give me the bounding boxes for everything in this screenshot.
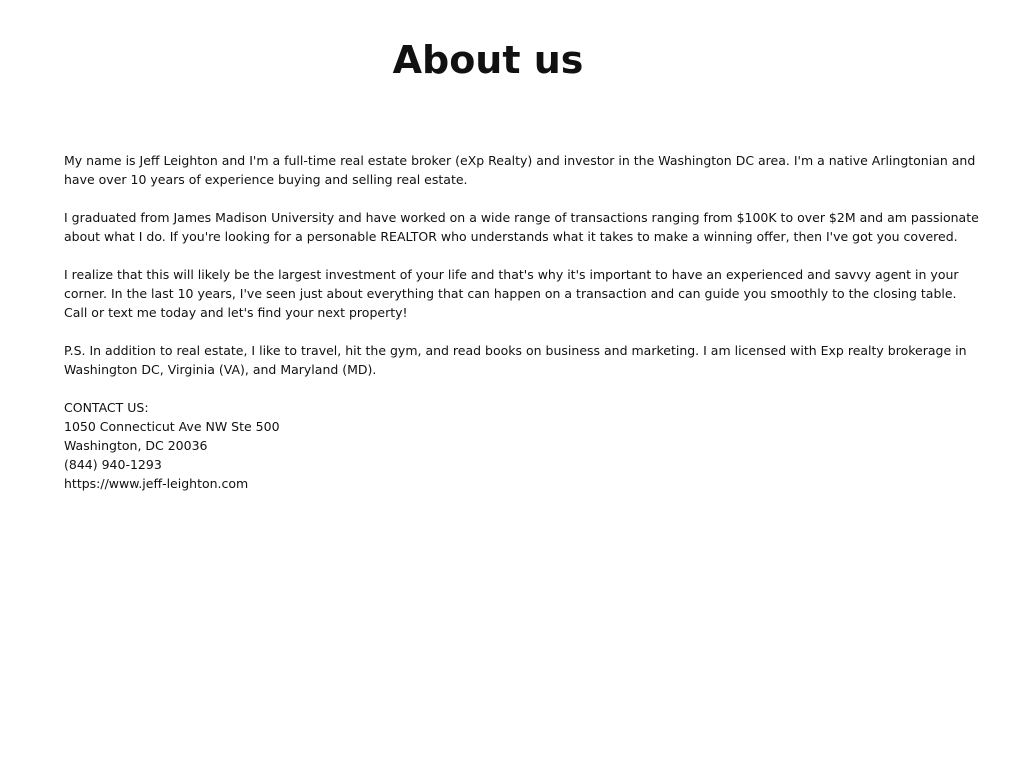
about-content xyxy=(64,151,989,493)
paragraph-line: corner. In the last 10 years, I've seen just about everything that can happen on a transaction and can guide you smoothly to the closing table. xyxy=(64,286,957,301)
paragraph-line: have over 10 years of experience buying and selling real estate. xyxy=(64,172,468,187)
paragraph-line: P.S. In addition to real estate, I like to travel, hit the gym, and read books on business and marketing. I am licensed with Exp realty brokerage in xyxy=(64,343,967,358)
intro-paragraph xyxy=(64,151,989,189)
paragraph-line: Washington DC, Virginia (VA), and Maryland (MD). xyxy=(64,362,377,377)
contact-address-line2: Washington, DC 20036 xyxy=(64,438,208,453)
contact-block xyxy=(64,398,989,493)
paragraph-line: My name is Jeff Leighton and I'm a full-time real estate broker (eXp Realty) and investor in the Washington DC area. I'm a native Arlingtonian and xyxy=(64,153,976,168)
contact-heading: CONTACT US: xyxy=(64,400,149,415)
paragraph-line: about what I do. If you're looking for a personable REALTOR who understands what it takes to make a winning offer, then I've got you covered. xyxy=(64,229,958,244)
paragraph-line: I graduated from James Madison University and have worked on a wide range of transactions ranging from $100K to over $2M and am passionate xyxy=(64,210,979,225)
page-title: About us xyxy=(392,38,584,82)
education-paragraph xyxy=(64,208,989,246)
contact-address-line1: 1050 Connecticut Ave NW Ste 500 xyxy=(64,419,280,434)
ps-paragraph xyxy=(64,341,989,379)
contact-phone: (844) 940-1293 xyxy=(64,457,162,472)
contact-website: https://www.jeff-leighton.com xyxy=(64,476,249,491)
experience-paragraph xyxy=(64,265,989,322)
paragraph-line: Call or text me today and let's find your next property! xyxy=(64,305,408,320)
paragraph-line: I realize that this will likely be the largest investment of your life and that's why it's important to have an experienced and savvy agent in your xyxy=(64,267,959,282)
